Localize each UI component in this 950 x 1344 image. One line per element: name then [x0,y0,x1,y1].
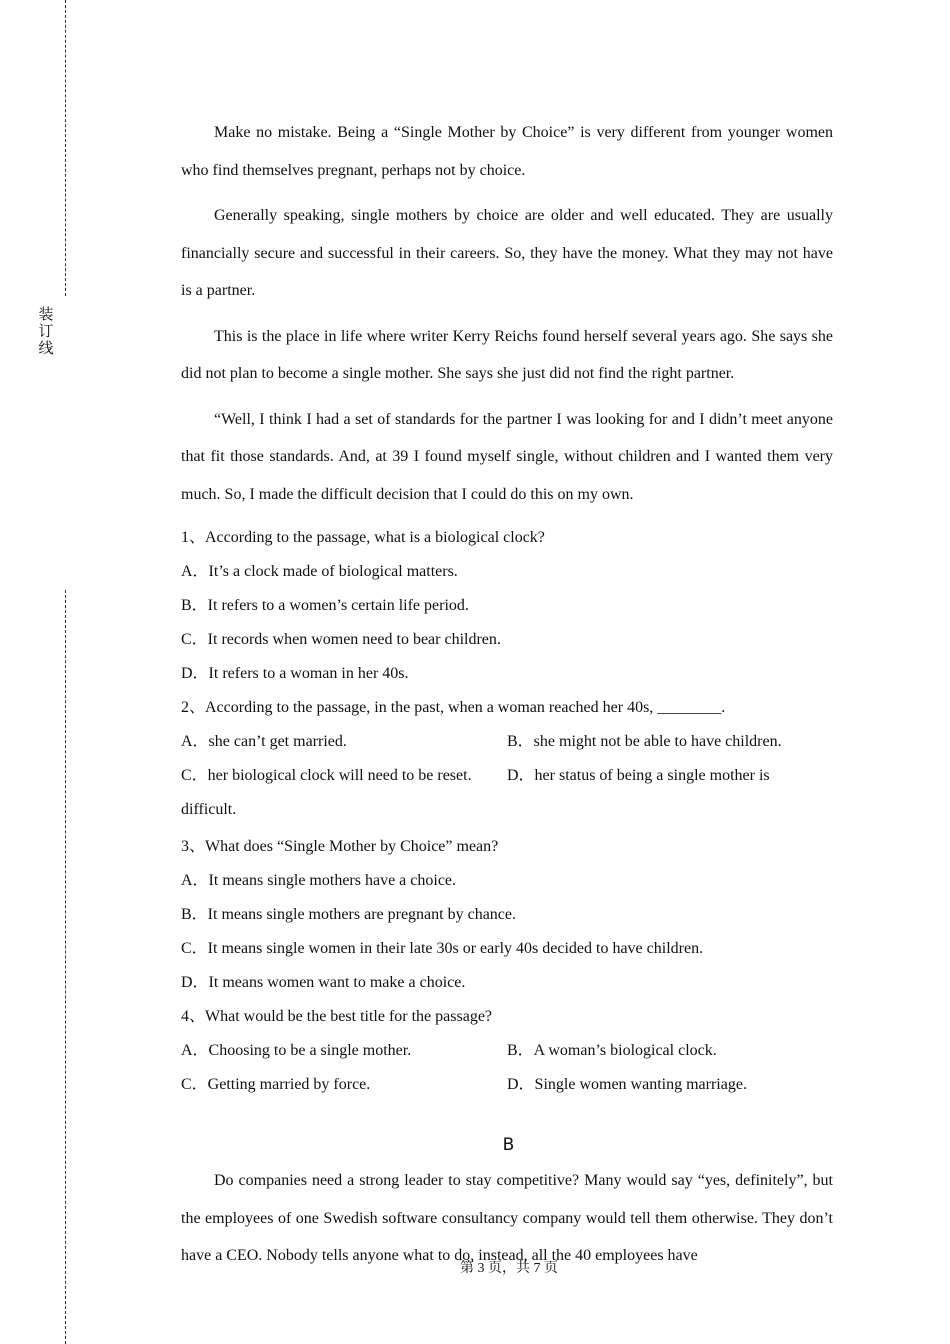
passage-paragraph: Make no mistake. Being a “Single Mother by Choice” is very different from younger women who find themselves pregnant, perhaps not by choice. [181,124,833,179]
page-number: 第 3 页，共 7 页 [460,1261,558,1276]
option-d: D．It refers to a woman in her 40s. [181,665,409,682]
question-stem: 3、What does “Single Mother by Choice” mean? [181,838,499,855]
option-c: C．It records when women need to bear children. [181,631,501,648]
option-b: B．she might not be able to have children. [507,733,782,750]
option-a: A．It’s a clock made of biological matters. [181,563,458,580]
option-row [181,1034,833,1068]
question-stem: 1、According to the passage, what is a biological clock? [181,529,545,546]
option-b: B．A woman’s biological clock. [507,1042,717,1059]
option-a: A．she can’t get married. [181,733,347,750]
passage-paragraph: Generally speaking, single mothers by choice are older and well educated. They are usually financially secure and successful in their careers. So, they have the money. What they may not have is a partner. [181,207,833,299]
question-4 [181,1000,833,1102]
binding-char: 装 [38,305,54,323]
binding-char: 线 [38,339,54,357]
option-d: D．her status of being a single mother is [507,767,770,784]
option-b: B．It refers to a women’s certain life period. [181,597,469,614]
binding-dashed-line-top [65,0,66,296]
option-d: D．Single women wanting marriage. [507,1076,747,1093]
option-row [181,759,833,793]
passage-paragraph: “Well, I think I had a set of standards for the partner I was looking for and I didn’t meet anyone that fit those standards. And, at 39 I found myself single, without children and I wanted them very much. So, I made the difficult decision that I could do this on my own. [181,410,833,503]
option-b: B．It means single mothers are pregnant by chance. [181,906,517,923]
page-content [181,114,833,1283]
option-a: A．It means single mothers have a choice. [181,872,457,889]
option-d: D．It means women want to make a choice. [181,974,466,991]
question-3 [181,830,833,1000]
question-stem: 4、What would be the best title for the passage? [181,1008,493,1025]
binding-dashed-line-bottom [65,590,66,1344]
question-2 [181,691,833,830]
option-c: C．Getting married by force. [181,1076,371,1093]
option-c: C．It means single women in their late 30s or early 40s decided to have children. [181,940,704,957]
binding-line-label [37,306,55,357]
section-b-title: B [502,1135,515,1155]
passage-paragraph: Do companies need a strong leader to stay competitive? Many would say “yes, definitely”, but the employees of one Swedish software consultancy company would tell them otherwise. They don’t have a CEO. Nobody tells anyone what to do, instead, all the 40 employees have [181,1172,833,1264]
option-c: C．her biological clock will need to be reset. [181,767,472,784]
question-stem: 2、According to the passage, in the past, when a woman reached her 40s, ________. [181,699,726,716]
question-1 [181,521,833,691]
option-a: A．Choosing to be a single mother. [181,1042,412,1059]
option-row [181,1068,833,1102]
binding-char: 订 [38,322,54,340]
passage-paragraph: This is the place in life where writer Kerry Reichs found herself several years ago. She says she did not plan to become a single mother. She says she just did not find the right partner. [181,327,833,382]
option-row [181,725,833,759]
option-d-continuation: difficult. [181,801,237,818]
